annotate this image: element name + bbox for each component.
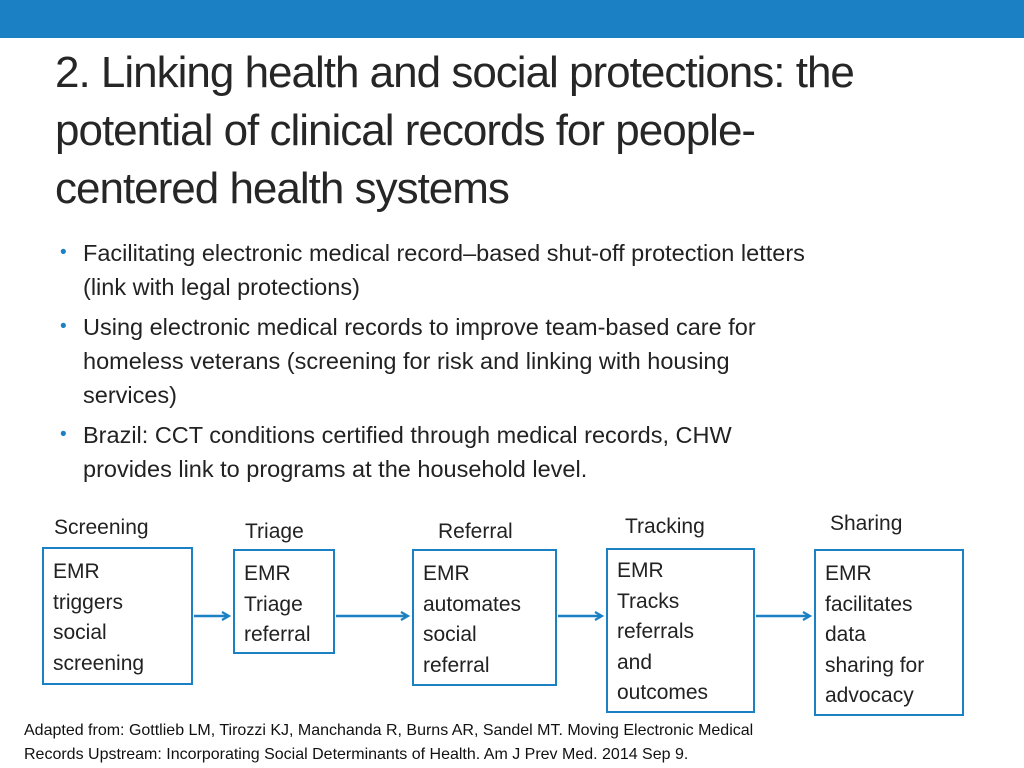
box-line: referral [423,653,490,677]
bullet-line: services) [83,382,178,408]
box-line: EMR [617,559,664,582]
bullet-dot-icon: • [60,424,67,445]
footer-line: Records Upstream: Incorporating Social Determinants of Health. Am J Prev Med. 2014 Sep 9. [24,746,689,763]
title-line: centered health systems [55,164,509,213]
bullet-dot-icon: • [60,316,67,337]
title-line: potential of clinical records for people- [55,106,756,155]
step-caption-tracking: Tracking [625,515,705,538]
bullet-line: provides link to programs at the household level. [83,456,588,482]
box-line: Tracks [617,589,680,613]
box-line: advocacy [825,684,914,707]
bullet-line: Facilitating electronic medical record–based shut-off protection letters [83,240,805,266]
step-caption-referral: Referral [438,520,513,543]
box-line: EMR [53,560,100,583]
bullet-dot-icon: • [60,242,67,263]
bullet-line: (link with legal protections) [83,274,360,300]
title-line: 2. Linking health and social protections: the [55,48,854,97]
box-line: EMR [825,562,872,585]
box-line: social [423,623,477,646]
step-caption-screening: Screening [54,516,149,539]
box-line: outcomes [617,681,709,704]
box-line: EMR [423,562,470,585]
bullet-line: Using electronic medical records to improve team-based care for [83,314,756,340]
bullet-line: Brazil: CCT conditions certified through medical records, CHW [83,422,732,448]
citation-footer [24,719,1014,767]
box-line: Triage [244,592,303,616]
box-line: automates [423,592,522,616]
box-line: referrals [617,620,695,643]
box-line: screening [53,651,145,675]
box-line: referral [244,623,311,646]
box-line: social [53,621,107,644]
box-line: sharing for [825,653,925,677]
step-caption-triage: Triage [245,520,304,543]
box-line: triggers [53,590,124,614]
box-line: and [617,650,653,674]
footer-line: Adapted from: Gottlieb LM, Tirozzi KJ, Manchanda R, Burns AR, Sandel MT. Moving Electronic Medical [24,722,754,739]
bullet-line: homeless veterans (screening for risk and linking with housing [83,348,730,374]
box-line: facilitates [825,592,913,616]
box-line: EMR [244,562,291,585]
step-caption-sharing: Sharing [830,512,903,535]
box-line: data [825,623,866,646]
